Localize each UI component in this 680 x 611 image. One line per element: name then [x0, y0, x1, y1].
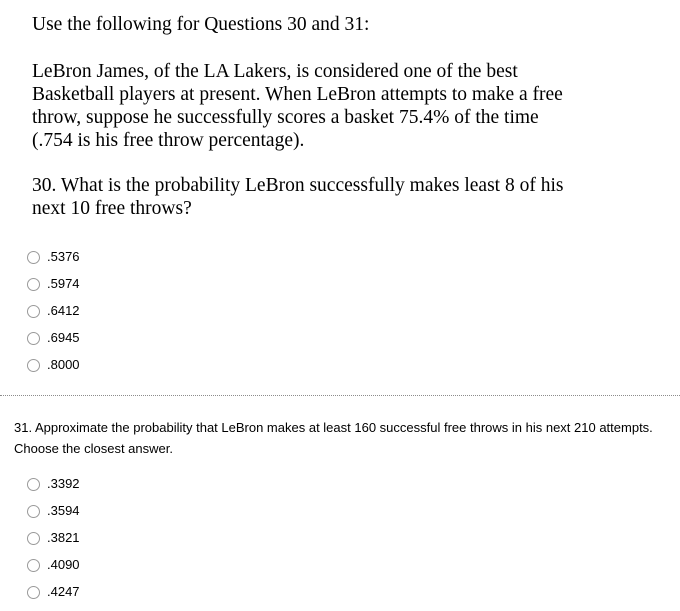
radio-button[interactable]	[27, 251, 40, 264]
q31-option-c[interactable]	[27, 529, 80, 547]
radio-button[interactable]	[27, 586, 40, 599]
q30-option-c[interactable]	[27, 302, 80, 320]
radio-button[interactable]	[27, 532, 40, 545]
shared-instructions: Use the following for Questions 30 and 31:	[32, 14, 370, 35]
scenario-text: LeBron James, of the LA Lakers, is considered one of the best Basketball players at present. When LeBron attempts to make a free throw, suppose he successfully scores a basket 75.4% of the time (.754 is his free throw percentage).	[32, 61, 563, 151]
option-label: .4090	[47, 557, 80, 572]
q31-option-b[interactable]	[27, 502, 80, 520]
option-label: .3392	[47, 476, 80, 491]
option-label: .5974	[47, 276, 80, 291]
radio-button[interactable]	[27, 278, 40, 291]
option-label: .8000	[47, 357, 80, 372]
q31-option-a[interactable]	[27, 475, 80, 493]
q30-option-d[interactable]	[27, 329, 80, 347]
q30-option-b[interactable]	[27, 275, 80, 293]
radio-button[interactable]	[27, 359, 40, 372]
q31-option-e[interactable]	[27, 583, 80, 601]
option-label: .6412	[47, 303, 80, 318]
question-divider	[0, 395, 680, 396]
option-label: .3594	[47, 503, 80, 518]
option-label: .6945	[47, 330, 80, 345]
q30-option-e[interactable]	[27, 356, 80, 374]
option-label: .4247	[47, 584, 80, 599]
radio-button[interactable]	[27, 478, 40, 491]
radio-button[interactable]	[27, 332, 40, 345]
option-label: .3821	[47, 530, 80, 545]
radio-button[interactable]	[27, 305, 40, 318]
q31-option-d[interactable]	[27, 556, 80, 574]
radio-button[interactable]	[27, 559, 40, 572]
q30-option-a[interactable]	[27, 248, 80, 266]
question-30-text: 30. What is the probability LeBron successfully makes least 8 of his next 10 free throws?	[32, 175, 564, 219]
question-31-text: 31. Approximate the probability that LeBron makes at least 160 successful free throws in his next 210 attempts. Choose the closest answer.	[14, 420, 653, 456]
radio-button[interactable]	[27, 505, 40, 518]
option-label: .5376	[47, 249, 80, 264]
